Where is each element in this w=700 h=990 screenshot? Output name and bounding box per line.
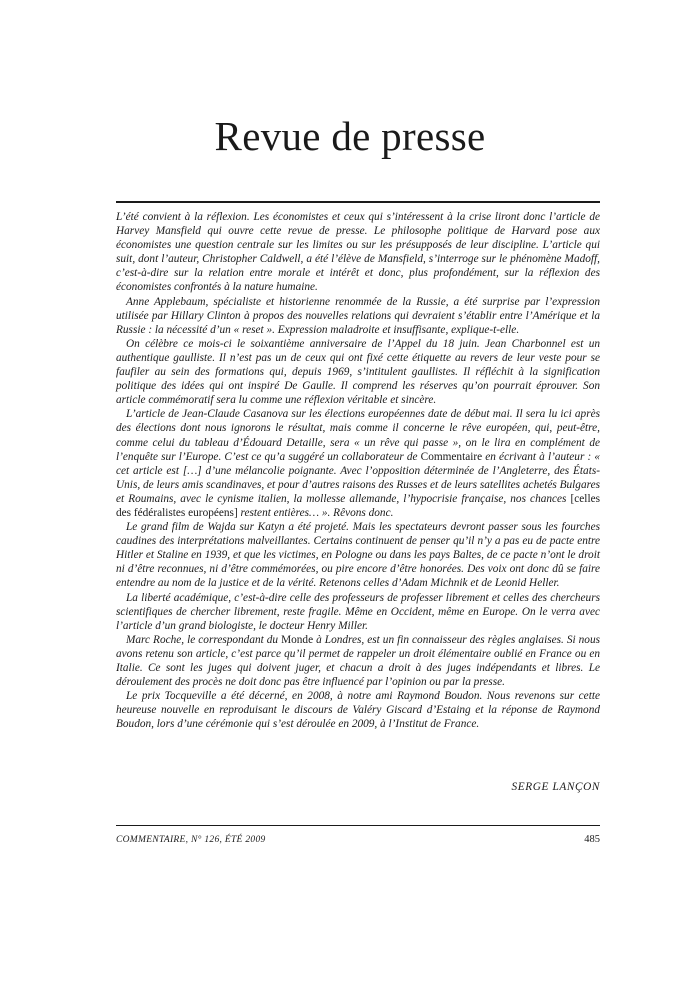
title-rule [116,201,600,203]
paragraph: Anne Applebaum, spécialiste et historienne renommée de la Russie, a été surprise par l’expression utilisée par Hillary Clinton à propos des nouvelles relations qui devraient s’établir entre l’Amérique et la Russie : la nécessité d’un « reset ». Expression maladroite et insuffisante, explique-t-elle. [116,295,600,336]
journal-name: Commentaire [420,450,483,463]
paragraph: Le prix Tocqueville a été décerné, en 2008, à notre ami Raymond Boudon. Nous revenons sur cette heureuse nouvelle en reproduisant le discours de Valéry Giscard d’Estaing et la réponse de Raymond Boudon, lors d’une cérémonie qui s’est déroulée en 2009, à l’Institut de France. [116,690,600,731]
page-title: Revue de presse [214,113,486,159]
author-signature: SERGE LANÇON [511,781,600,793]
article-body [116,210,600,731]
paragraph: La liberté académique, c’est-à-dire celle des professeurs de professer librement et celles des chercheurs scientifiques de chercher librement, reste fragile. Même en Occident, même en Europe. On le verra avec l’article d’un grand biologiste, le docteur Henry Miller. [116,591,600,632]
paragraph: Marc Roche, le correspondant du Monde à Londres, est un fin connaisseur des règles anglaises. Si nous avons retenu son article, c’est parce qu’il permet de rappeler un droit élémentaire oublié en France ou en Italie. Ce sont les juges qui doivent juger, et chacun a droit à des juges indépendants et libres. Le déroulement des procès ne doit donc pas être influencé par l’opinion ou par la presse. [116,633,600,689]
paragraph: Le grand film de Wajda sur Katyn a été projeté. Mais les spectateurs devront passer sous les fourches caudines des interprétations malveillantes. Certains continuent de penser qu’il n’y a pas eu de pacte entre Hitler et Staline en 1939, et que les victimes, en Pologne ou dans les pays Baltes, de ce pacte n’ont le droit ni d’être reconnues, ni d’être commémorées, ou pire encore d’être honorées. Des voix ont donc dû se faire entendre au nom de la justice et de la vérité. Retenons celles d’Adam Michnik et de Leonid Heller. [116,521,600,590]
footer-rule [116,825,600,826]
journal-footer: COMMENTAIRE, N° 126, ÉTÉ 2009 [116,835,266,845]
newspaper-name: Monde [281,633,314,646]
paragraph: L’été convient à la réflexion. Les économistes et ceux qui s’intéressent à la crise liront donc l’article de Harvey Mansfield qui ouvre cette revue de presse. Le philosophe politique de Harvard pose aux économistes une question centrale sur les limites ou sur les présupposés de leur discipline. L’article qui suit, dont l’auteur, Christopher Caldwell, a été l’élève de Mansfield, s’interroge sur le phénomène Madoff, c’est-à-dire sur la relation entre morale et intérêt et donc, plus profondément, sur la réflexion des économistes confrontés à la nature humaine. [116,211,600,294]
page-number: 485 [584,834,600,845]
paragraph: L’article de Jean-Claude Casanova sur les élections européennes date de début mai. Il sera lu ici après des élections dont nous ignorons le résultat, mais comme il concerne le rêve européen, qui, peut-être, comme celui du tableau d’Édouard Detaille, sera « un rêve qui passe », on le lira en complément de l’enquête sur l’Europe. C’est ce qu’a suggéré un collaborateur de Commentaire en écrivant à l’auteur : « cet article est […] d’une mélancolie poignante. Avec l’opposition déterminée de l’Angleterre, des États-Unis, de leurs amis scandinaves, et pour d’autres raisons des Russes et de leurs satellites achetés Bulgares et Roumains, avec le cynisme italien, la mollesse allemande, l’hypocrisie française, nos chances [celles des fédéralistes européens] restent entières… ». Rêvons donc. [116,408,600,519]
bracketed-insert: [celles des fédéralistes européens] [116,492,600,519]
paragraph: On célèbre ce mois-ci le soixantième anniversaire de l’Appel du 18 juin. Jean Charbonnel est un authentique gaulliste. Il n’est pas un de ceux qui ont fixé cette étiquette au revers de leur veste pour se faufiler au sein des formations qui, depuis 1969, s’intitulent gaullistes. Il réfléchit à la signification politique des idées qui ont inspiré De Gaulle. Il comprend les réserves qu’on pourrait éprouver. Son article commémoratif sera lu comme une réflexion véritable et sincère. [116,337,600,407]
